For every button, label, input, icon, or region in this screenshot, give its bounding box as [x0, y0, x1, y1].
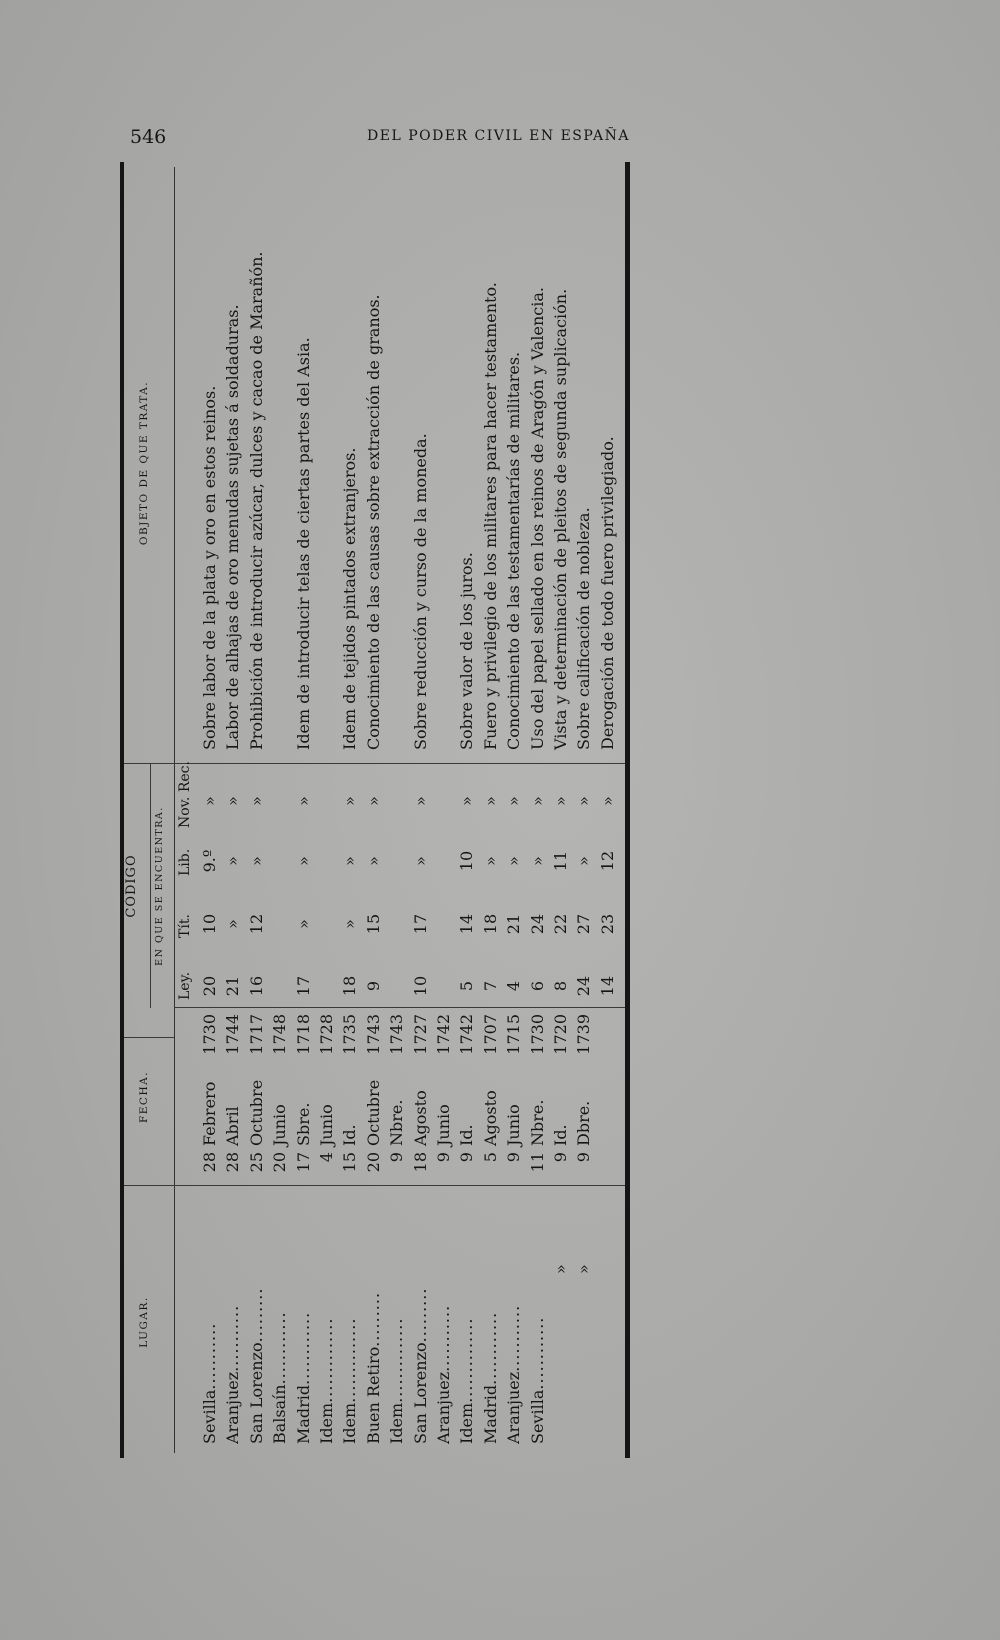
cell-mes: Id.: [551, 1124, 570, 1146]
cell-ley: 24: [574, 975, 594, 997]
cell-anio: 1730: [200, 1014, 219, 1055]
cell-objeto: Idem de tejidos pintados extranjeros.: [340, 447, 360, 750]
cell-ley: 18: [340, 975, 360, 997]
cell-dia: 18: [410, 1152, 430, 1173]
table-row: [340, 162, 359, 1458]
cell-ley: 7: [480, 980, 500, 992]
cell-lib: »: [410, 856, 430, 866]
cell-mes: Id.: [457, 1124, 477, 1146]
place-name: Idem: [387, 1402, 407, 1444]
cell-lib: »: [363, 856, 383, 866]
cell-objeto: Conocimiento de las causas sobre extracción de granos.: [363, 294, 383, 750]
cell-dia: 9: [387, 1152, 407, 1163]
cell-lib: 12: [597, 850, 617, 872]
cell-tit: 17: [410, 913, 430, 935]
cell-dia: 11: [527, 1152, 547, 1173]
place-name: Idem: [457, 1402, 477, 1444]
cell-tit: 24: [527, 913, 547, 935]
cell-tit: 22: [551, 913, 570, 935]
cell-anio: 1730: [527, 1014, 547, 1055]
leader-dots: ...........: [504, 1304, 524, 1372]
cell-lib: »: [504, 856, 524, 866]
cell-lugar: [294, 1190, 313, 1444]
cell-dia: 5: [480, 1152, 500, 1163]
cell-mes: Agosto: [410, 1090, 430, 1146]
leader-dots: ..............: [340, 1317, 360, 1403]
cell-ley: 5: [457, 980, 477, 992]
cell-tit: 14: [457, 913, 477, 935]
cell-nov: »: [480, 796, 500, 806]
header-fecha: FECHA.: [138, 1070, 150, 1124]
place-name: Balsaín: [270, 1384, 290, 1444]
leader-dots: ..............: [387, 1317, 407, 1403]
cell-tit: 18: [480, 913, 500, 935]
place-name: Aranjuez: [434, 1371, 453, 1444]
header-codigo-sub: EN QUE SE ENCUENTRA.: [154, 806, 165, 966]
subheader-ley: Ley.: [177, 971, 193, 1000]
cell-lugar: [200, 1190, 219, 1444]
cell-tit: 12: [246, 913, 266, 935]
cell-nov: »: [340, 796, 360, 806]
cell-lugar: [364, 1190, 383, 1444]
cell-dia: 9: [551, 1152, 570, 1163]
cell-dia: 20: [270, 1152, 290, 1173]
cell-nov: »: [410, 796, 430, 806]
table-row: [317, 162, 336, 1458]
table-row: [457, 162, 476, 1458]
cell-objeto: Idem de introducir telas de ciertas partes del Asia.: [293, 337, 313, 750]
cell-objeto: Vista y determinación de pleitos de segunda suplicación.: [551, 288, 570, 750]
place-name: »: [574, 1264, 594, 1274]
place-name: San Lorenzo: [246, 1342, 266, 1444]
cell-anio: 1744: [223, 1014, 243, 1055]
place-name: Sevilla: [200, 1389, 219, 1444]
cell-mes: Junio: [504, 1104, 524, 1146]
header-codigo: CÓDIGO: [124, 854, 139, 918]
cell-nov: »: [504, 796, 524, 806]
table-row: [411, 162, 430, 1458]
leader-dots: .........: [363, 1291, 383, 1347]
cell-tit: »: [293, 919, 313, 929]
cell-objeto: Sobre labor de la plata y oro en estos reinos.: [200, 385, 219, 750]
leader-dots: ...........: [223, 1304, 243, 1372]
cell-nov: »: [527, 796, 547, 806]
cell-tit: 10: [200, 913, 219, 935]
cell-nov: »: [597, 796, 617, 806]
cell-anio: 1718: [293, 1014, 313, 1055]
cell-ley: 14: [597, 975, 617, 997]
cell-mes: Abril: [223, 1106, 243, 1146]
cell-ley: 4: [504, 980, 524, 992]
place-name: San Lorenzo: [410, 1342, 430, 1444]
place-name: Madrid: [293, 1384, 313, 1444]
cell-dia: 17: [293, 1152, 313, 1173]
bottom-rule: [625, 162, 630, 1458]
cell-ley: 16: [246, 975, 266, 997]
cell-tit: »: [223, 919, 243, 929]
leader-dots: ............: [480, 1311, 500, 1385]
cell-objeto: Conocimiento de las testamentarías de militares.: [504, 351, 524, 750]
cell-lugar: [528, 1190, 547, 1444]
cell-mes: Febrero: [200, 1081, 219, 1146]
cell-dia: 9: [504, 1152, 524, 1163]
cell-mes: Nbre.: [387, 1099, 407, 1146]
cell-dia: 28: [223, 1152, 243, 1173]
table-row: [294, 162, 313, 1458]
table-row: [247, 162, 266, 1458]
running-title: DEL PODER CIVIL EN ESPAÑA: [367, 128, 630, 144]
cell-mes: Junio: [317, 1104, 336, 1146]
cell-ley: 17: [293, 975, 313, 997]
cell-ley: 10: [410, 975, 430, 997]
cell-anio: 1739: [574, 1014, 594, 1055]
cell-lugar: [481, 1190, 500, 1444]
cell-lib: 9.º: [200, 849, 219, 873]
table-row: [528, 162, 547, 1458]
leader-dots: ............: [270, 1311, 290, 1385]
cell-objeto: Sobre valor de los juros.: [457, 552, 477, 750]
place-name: Buen Retiro: [363, 1346, 383, 1444]
cell-dia: 9: [434, 1152, 453, 1163]
cell-lugar: [504, 1190, 523, 1444]
table-row: [598, 162, 617, 1458]
leader-dots: .........: [246, 1287, 266, 1343]
table-frame: [120, 162, 630, 1458]
cell-dia: 9: [457, 1152, 477, 1163]
cell-anio: 1743: [363, 1014, 383, 1055]
cell-dia: 15: [340, 1152, 360, 1173]
cell-lugar: [434, 1190, 453, 1444]
cell-lugar: [340, 1190, 359, 1444]
place-name: Idem: [340, 1402, 360, 1444]
page-number: 546: [130, 126, 167, 148]
leader-dots: ...........: [434, 1304, 453, 1372]
cell-nov: »: [200, 796, 219, 806]
cell-anio: 1728: [317, 1014, 336, 1055]
table-row: [574, 162, 593, 1458]
leader-dots: ............: [527, 1316, 547, 1390]
cell-anio: 1743: [387, 1014, 407, 1055]
cell-lib: 10: [457, 850, 477, 872]
cell-lib: »: [340, 856, 360, 866]
cell-tit: 15: [363, 913, 383, 935]
cell-lugar: [317, 1190, 336, 1444]
cell-tit: 23: [597, 913, 617, 935]
cell-lib: »: [527, 856, 547, 866]
leader-dots: .........: [410, 1287, 430, 1343]
cell-anio: 1742: [457, 1014, 477, 1055]
cell-lugar: [411, 1190, 430, 1444]
cell-lugar: [247, 1190, 266, 1444]
cell-nov: »: [363, 796, 383, 806]
cell-dia: 20: [363, 1152, 383, 1173]
cell-nov: »: [223, 796, 243, 806]
cell-ley: 20: [200, 975, 219, 997]
cell-mes: Junio: [270, 1104, 290, 1146]
place-name: »: [551, 1264, 570, 1274]
header-rule: [174, 167, 175, 1453]
cell-nov: »: [551, 796, 570, 806]
cell-lib: 11: [551, 850, 570, 872]
cell-anio: 1707: [480, 1014, 500, 1055]
cell-dia: 28: [200, 1152, 219, 1173]
cell-nov: »: [574, 796, 594, 806]
leader-dots: ............: [293, 1311, 313, 1385]
cell-ley: 21: [223, 975, 243, 997]
table-row: [387, 162, 406, 1458]
table-row: [504, 162, 523, 1458]
cell-nov: »: [293, 796, 313, 806]
cell-objeto: Prohibición de introducir azúcar, dulces y cacao de Marañón.: [246, 251, 266, 750]
running-head: [130, 126, 630, 150]
cell-anio: 1727: [410, 1014, 430, 1055]
cell-nov: »: [246, 796, 266, 806]
cell-ley: 6: [527, 980, 547, 992]
leader-dots: ..............: [457, 1317, 477, 1403]
cell-objeto: Sobre reducción y curso de la moneda.: [410, 433, 430, 750]
table-row: [434, 162, 453, 1458]
codigo-subheader-rule: [150, 764, 151, 1008]
cell-anio: 1742: [434, 1014, 453, 1055]
header-lugar: LUGAR.: [138, 1296, 150, 1348]
rotated-table: [120, 162, 630, 1458]
cell-tit: 21: [504, 913, 524, 935]
table-row: [364, 162, 383, 1458]
cell-mes: Sbre.: [293, 1102, 313, 1146]
place-name: Aranjuez: [223, 1371, 243, 1444]
cell-dia: 9: [574, 1152, 594, 1163]
cell-ley: 9: [363, 980, 383, 992]
table-row: [223, 162, 242, 1458]
cell-tit: »: [340, 919, 360, 929]
cell-objeto: Labor de alhajas de oro menudas sujetas á soldaduras.: [223, 304, 243, 750]
subheader-tit: Tít.: [177, 914, 193, 938]
cell-mes: Id.: [340, 1124, 360, 1146]
leader-dots: ...........: [200, 1322, 219, 1390]
cell-tit: 27: [574, 913, 594, 935]
cell-lugar: [457, 1190, 476, 1444]
cell-lib: »: [223, 856, 243, 866]
cell-lib: »: [293, 856, 313, 866]
cell-lib: »: [246, 856, 266, 866]
cell-dia: 25: [246, 1152, 266, 1173]
table-row: [200, 162, 219, 1458]
cell-lugar: [270, 1190, 289, 1444]
cell-anio: 1735: [340, 1014, 360, 1055]
cell-objeto: Sobre calificación de nobleza.: [574, 507, 594, 750]
cell-mes: Agosto: [480, 1090, 500, 1146]
table-row: [270, 162, 289, 1458]
cell-lugar: [387, 1190, 406, 1444]
cell-objeto: Fuero y privilegio de los militares para hacer testamento.: [480, 282, 500, 750]
cell-objeto: Uso del papel sellado en los reinos de Aragón y Valencia.: [527, 287, 547, 750]
cell-lib: »: [574, 856, 594, 866]
cell-dia: 4: [317, 1152, 336, 1163]
place-name: Madrid: [480, 1384, 500, 1444]
place-name: Aranjuez: [504, 1371, 524, 1444]
table-row: [481, 162, 500, 1458]
cell-anio: 1720: [551, 1014, 570, 1055]
cell-mes: Nbre.: [527, 1099, 547, 1146]
cell-lugar: [223, 1190, 242, 1444]
cell-mes: Junio: [434, 1104, 453, 1146]
cell-ley: 8: [551, 980, 570, 992]
cell-lib: »: [480, 856, 500, 866]
cell-mes: Octubre: [246, 1079, 266, 1146]
cell-mes: Octubre: [363, 1079, 383, 1146]
subheader-nov: Nov. Rec.: [177, 761, 193, 828]
cell-mes: Dbre.: [574, 1100, 594, 1146]
leader-dots: ..............: [317, 1317, 336, 1403]
subheader-lib: Lib.: [177, 848, 193, 876]
header-objeto: OBJETO DE QUE TRATA.: [138, 380, 150, 546]
cell-anio: 1715: [504, 1014, 524, 1055]
place-name: Idem: [317, 1402, 336, 1444]
cell-anio: 1748: [270, 1014, 290, 1055]
place-name: Sevilla: [527, 1389, 547, 1444]
table-row: [551, 162, 570, 1458]
cell-anio: 1717: [246, 1014, 266, 1055]
cell-nov: »: [457, 796, 477, 806]
cell-objeto: Derogación de todo fuero privilegiado.: [597, 436, 617, 750]
